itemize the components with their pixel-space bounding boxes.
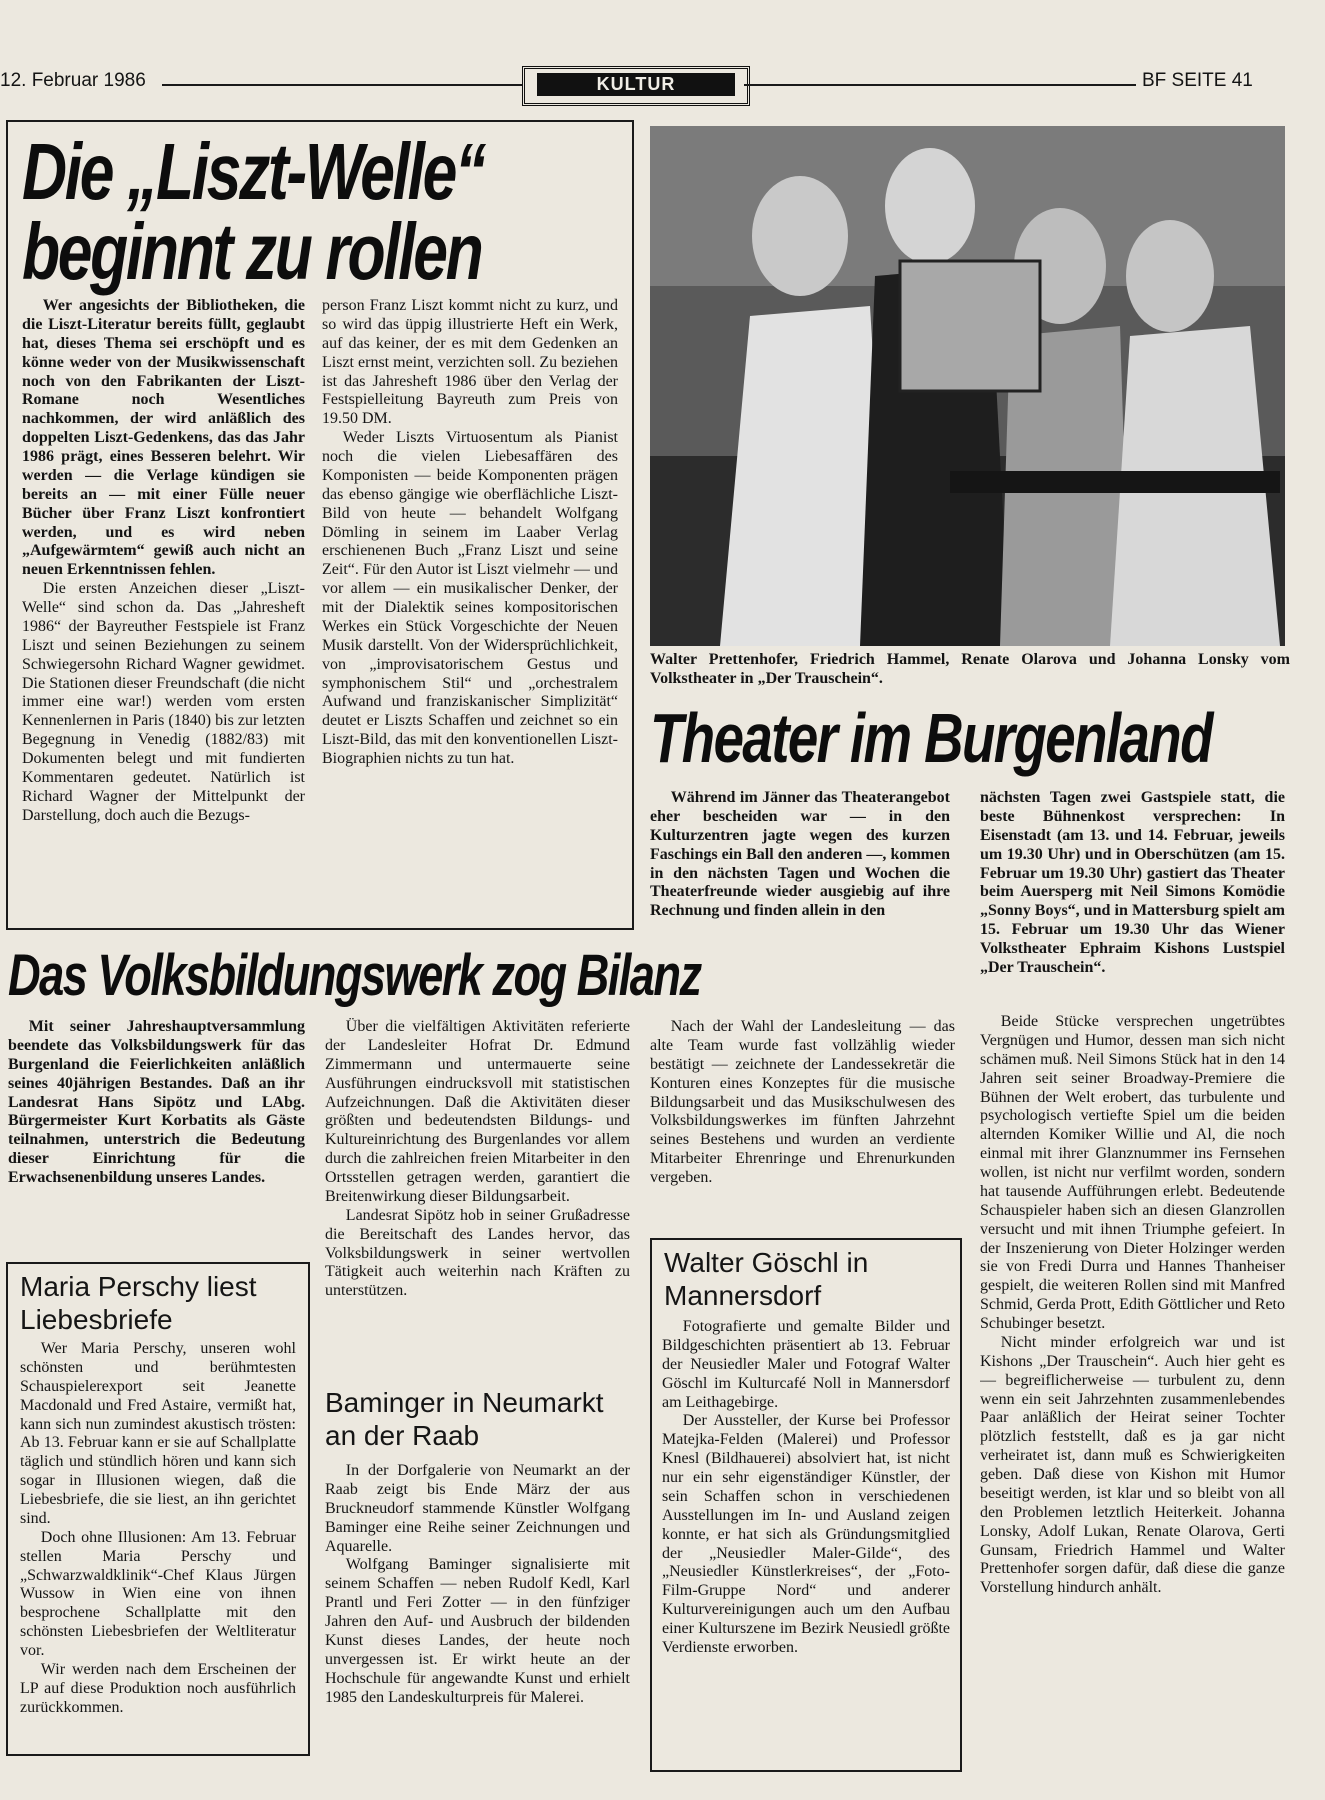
vbw-column-1 bbox=[8, 1018, 305, 1254]
section-label-box bbox=[522, 66, 750, 106]
liszt-column-2 bbox=[322, 297, 618, 919]
goeschl-headline: Walter Göschl in Mannersdorf bbox=[664, 1247, 869, 1312]
vbw-column-2 bbox=[325, 1018, 630, 1366]
theater-headline: Theater im Burgenland bbox=[650, 699, 1212, 777]
vbw-headline: Das Volksbildungswerk zog Bilanz bbox=[8, 943, 701, 1008]
issue-date: 12. Februar 1986 bbox=[0, 70, 146, 91]
theater-lead-1: Während im Jänner das Theaterangebot eher bescheiden war — in den Kulturzentren jagte wegen des kurzen Faschings ein Ball den anderen —, kommen in den nächsten Tagen und Wochen die Theaterfreunde wieder ausgiebig auf ihre Rechnung und finden allein in den bbox=[650, 789, 950, 920]
baminger-paragraph-1: In der Dorfgalerie von Neumarkt an der Raab zeigt bis Ende März der aus Bruckneudorf stammende Künstler Wolfgang Baminger eine Reihe seiner Zeichnungen und Aquarelle. bbox=[325, 1462, 630, 1555]
header-rule-left bbox=[162, 84, 522, 86]
theater-column-2 bbox=[980, 789, 1285, 1006]
goeschl-body bbox=[662, 1318, 950, 1763]
liszt-paragraph-1: Die ersten Anzeichen dieser „Liszt-Welle“ sind schon da. Das „Jahresheft 1986“ der Bayreuther Festspiele ist Franz Liszt und seinen Beziehungen zu seinem Schwiegersohn Richard Wagner gewidmet. Die Stationen dieser Freundschaft (die nicht immer eine war!) werden vom ersten Kennenlernen in Paris (1840) bis zur letzten Begegnung in Venedig (1882/83) mit Dokumenten belegt und mit fundierten Kommentaren gedeutet. Natürlich ist Richard Wagner der Mittelpunkt der Darstellung, doch auch die Bezugs- bbox=[22, 580, 305, 824]
vbw-lead: Mit seiner Jahreshauptversammlung beendete das Volksbildungswerk für das Burgenland die Feierlichkeiten anläßlich seines 40jährigen Bestandes. Daß an ihr Landesrat Hans Sipötz und LAbg. Bürgermeister Kurt Korbatits als Gäste teilnahmen, unterstrich die Bedeutung dieser Einrichtung für die Erwachsenenbildung unseres Landes. bbox=[8, 1018, 305, 1186]
vbw-paragraph-3: Nach der Wahl der Landesleitung — das alte Team wurde fast vollzählig wieder bestätigt — zeichnete der Landessekretär die Konturen eines Konzeptes für die musische Bildungsarbeit und das Musikschulwesen des Volksbildungswerkes im fünften Jahrzehnt seines Bestehens und wurden an verdiente Mitarbeiter Ehrenringe und Ehrenurkunden vergeben. bbox=[650, 1018, 955, 1186]
perschy-headline: Maria Perschy liest Liebesbriefe bbox=[20, 1271, 257, 1336]
header-rule-right bbox=[744, 84, 1136, 86]
liszt-paragraph-2: person Franz Liszt kommt nicht zu kurz, und so wird das üppig illustrierte Heft ein Werk, auf das keiner, der es mit dem Gedenken an Liszt ernst meint, verzichten soll. Zu beziehen ist das Jahresheft 1986 über den Verlag der Festspielleitung Bayreuth zum Preis von 19.50 DM. bbox=[322, 297, 618, 428]
liszt-headline-line2: beginnt zu rollen bbox=[22, 207, 482, 296]
theater-column-3 bbox=[980, 1013, 1285, 1773]
baminger-body bbox=[325, 1462, 630, 1762]
liszt-headline-line1: Die „Liszt-Welle“ bbox=[22, 127, 484, 216]
vbw-column-3 bbox=[650, 1018, 955, 1188]
vbw-paragraph-2: Landesrat Sipötz hob in seiner Grußadresse die Bereitschaft des Landes hervor, das Volksbildungswerk in seiner wertvollen Tätigkeit auch weiterhin nach Kräften zu unterstützen. bbox=[325, 1206, 630, 1300]
baminger-paragraph-2: Wolfgang Baminger signalisierte mit seinem Schaffen — neben Rudolf Kedl, Karl Prantl und Feri Zotter — in den fünfziger Jahren den Auf- und Ausbruch der bildenden Kunst dieses Landes, der heute noch unvergessen ist. Er wirkt heute an der Hochschule für angewandte Kunst und erhielt 1985 den Landeskulturpreis für Malerei. bbox=[325, 1556, 630, 1706]
theater-lead-2: nächsten Tagen zwei Gastspiele statt, die beste Bühnenkost versprechen: In Eisenstadt (am 13. und 14. Februar, jeweils um 19.30 Uhr) und in Oberschützen (am 15. Februar um 19.30 Uhr) gastiert das Theater beim Auersperg mit Neil Simons Komödie „Sonny Boys“, und in Mattersburg spielt am 15. Februar um 19.30 Uhr das Wiener Volkstheater Ephraim Kishons Lustspiel „Der Trauschein“. bbox=[980, 789, 1285, 976]
section-label: KULTUR bbox=[537, 73, 736, 96]
theater-paragraph-1: Beide Stücke versprechen ungetrübtes Vergnügen und Humor, dessen man sich nicht schämen muß. Neil Simons Stück hat in den 14 Jahren seit seiner Broadway-Premiere die Bühnen der Welt erobert, das turbulente und psychologisch vertiefte Spiel um die beiden alternden Komiker Willie und Al, die noch einmal mit ihrer Glanznummer ins Fernsehen wollen, ist nicht nur verfilmt worden, sondern hat tausende Aufführungen erlebt. Bedeutende Schauspieler haben sich an diesen Glanzrollen versucht und mit ihnen Triumphe gefeiert. In der Inszenierung von Dieter Holzinger werden sie von Fredi Durra und Hannes Thanheiser gespielt, die weiteren Rollen sind mit Manfred Schmid, Gerda Prott, Edith Göttlicher und Reto Schubinger besetzt. bbox=[980, 1013, 1285, 1332]
perschy-paragraph-2: Doch ohne Illusionen: Am 13. Februar stellen Maria Perschy und „Schwarzwaldklinik“-Chef Klaus Jürgen Wussow in Wien eine von ihnen besprochene Schallplatte mit den schönsten Liebesbriefen der Weltliteratur vor. bbox=[20, 1528, 296, 1659]
page-number: BF SEITE 41 bbox=[1142, 70, 1253, 91]
goeschl-paragraph-1: Fotografierte und gemalte Bilder und Bildgeschichten präsentiert ab 13. Februar der Neusiedler Maler und Fotograf Walter Göschl im Kulturcafé Noll in Mannersdorf am Leithagebirge. bbox=[662, 1318, 950, 1411]
theater-paragraph-2: Nicht minder erfolgreich war und ist Kishons „Der Trauschein“. Auch hier geht es — begreiflicherweise — turbulent zu, denn wenn ein seit Jahrzehnten zusammenlebendes Paar anläßlich der Heirat seiner Tochter plötzlich feststellt, daß es ja gar nicht verheiratet ist, dann muß es Schwierigkeiten geben. Daß diese von Kishon mit Humor beseitigt werden, ist klar und so bleibt von all den Problemen letztlich Heiterkeit. Johanna Lonsky, Adolf Lukan, Renate Olarova, Gerti Gunsam, Friedrich Hammel und Walter Prettenhofer sorgen dafür, daß diese die ganze Vorstellung hindurch anhält. bbox=[980, 1333, 1285, 1597]
perschy-paragraph-1: Wer Maria Perschy, unseren wohl schönsten und berühmtesten Schauspielerexport seit Jeanette Macdonald und Fred Astaire, vermißt hat, kann sich nun zumindest akustisch trösten: Ab 13. Februar kann er sie auf Schallplatte täglich und stündlich hören und kann sich sogar in Illusionen wiegen, daß die Liebesbriefe, die sie liest, an ihn gerichtet sind. bbox=[20, 1340, 296, 1527]
liszt-paragraph-3: Weder Liszts Virtuosentum als Pianist noch die vielen Liebesaffären des Komponisten — beide Komponenten prägen das ebenso gängige wie oberflächliche Liszt-Bild von heute — behandelt Wolfgang Dömling in seinem im Laaber Verlag erschienenen Buch „Franz Liszt und seine Zeit“. Für den Autor ist Liszt vielmehr — und vor allem — ein musikalischer Denker, der mit der Dialektik seines kompositorischen Werkes ein Stück Vorgeschichte der Neuen Musik darstellt. Von der Widersprüchlichkeit, von „improvisatorischem Gestus und symphonischem Stil“ und „orchestralem Aufwand und franziskanischer Simplizität“ deutet er Liszts Schaffen und zeichnet so ein Liszt-Bild, das mit den konventionellen Liszt-Biographien nichts zu tun hat. bbox=[322, 429, 618, 767]
theater-column-1 bbox=[650, 789, 950, 933]
theater-photo bbox=[650, 126, 1285, 646]
perschy-body bbox=[20, 1340, 296, 1748]
liszt-lead: Wer angesichts der Bibliotheken, die die Liszt-Literatur bereits füllt, geglaubt hat, dieses Thema sei erschöpft und es könne weder von der Musikwissenschaft noch von den Fabrikanten der Liszt-Romane noch Wesentliches nachkommen, der wird anläßlich des doppelten Liszt-Gedenkens, das das Jahr 1986 prägt, eines Besseren belehrt. Wir werden — die Verlage kündigen sie bereits an — mit einer Fülle neuer Bücher über Franz Liszt konfrontiert werden, und es wird neben „Aufgewärmtem“ gewiß auch nicht an neuen Erkenntnissen fehlen. bbox=[22, 297, 305, 579]
theater-photo-image bbox=[650, 126, 1285, 646]
photo-caption: Walter Prettenhofer, Friedrich Hammel, Renate Olarova und Johanna Lonsky vom Volkstheater in „Der Trauschein“. bbox=[650, 651, 1290, 688]
baminger-headline: Baminger in Neumarkt an der Raab bbox=[325, 1387, 604, 1452]
liszt-column-1 bbox=[22, 297, 305, 919]
goeschl-paragraph-2: Der Aussteller, der Kurse bei Professor Matejka-Felden (Malerei) und Professor Knesl (Bildhauerei) absolviert hat, ist nicht nur ein sehr eigenständiger Künstler, der sein Schaffen schon in verschiedenen Ausstellungen im In- und Ausland zeigen konnte, er hat sich als Gründungsmitglied der „Neusiedler Maler-Gilde“, des „Neusiedler Künstlerkreises“, der „Foto-Film-Gruppe Nord“ und anderer Kulturvereinigungen auch um den Aufbau einer Kulturszene im Bezirk Neusiedl größte Verdienste erworben. bbox=[662, 1412, 950, 1656]
vbw-paragraph-1: Über die vielfältigen Aktivitäten referierte der Landesleiter Hofrat Dr. Edmund Zimmermann und untermauerte seine Ausführungen eindrucksvoll mit statistischen Aufzeichnungen. Daß die Aktivitäten dieser größten und bedeutendsten Bildungs- und Kultureinrichtung des Burgenlandes vor allem durch die zahlreichen freien Mitarbeiter in den Ortsstellen getragen werden, garantiert die Breitenwirkung dieser Bildungsarbeit. bbox=[325, 1018, 630, 1205]
perschy-paragraph-3: Wir werden nach dem Erscheinen der LP auf diese Produktion noch ausführlich zurückkommen. bbox=[20, 1660, 296, 1716]
